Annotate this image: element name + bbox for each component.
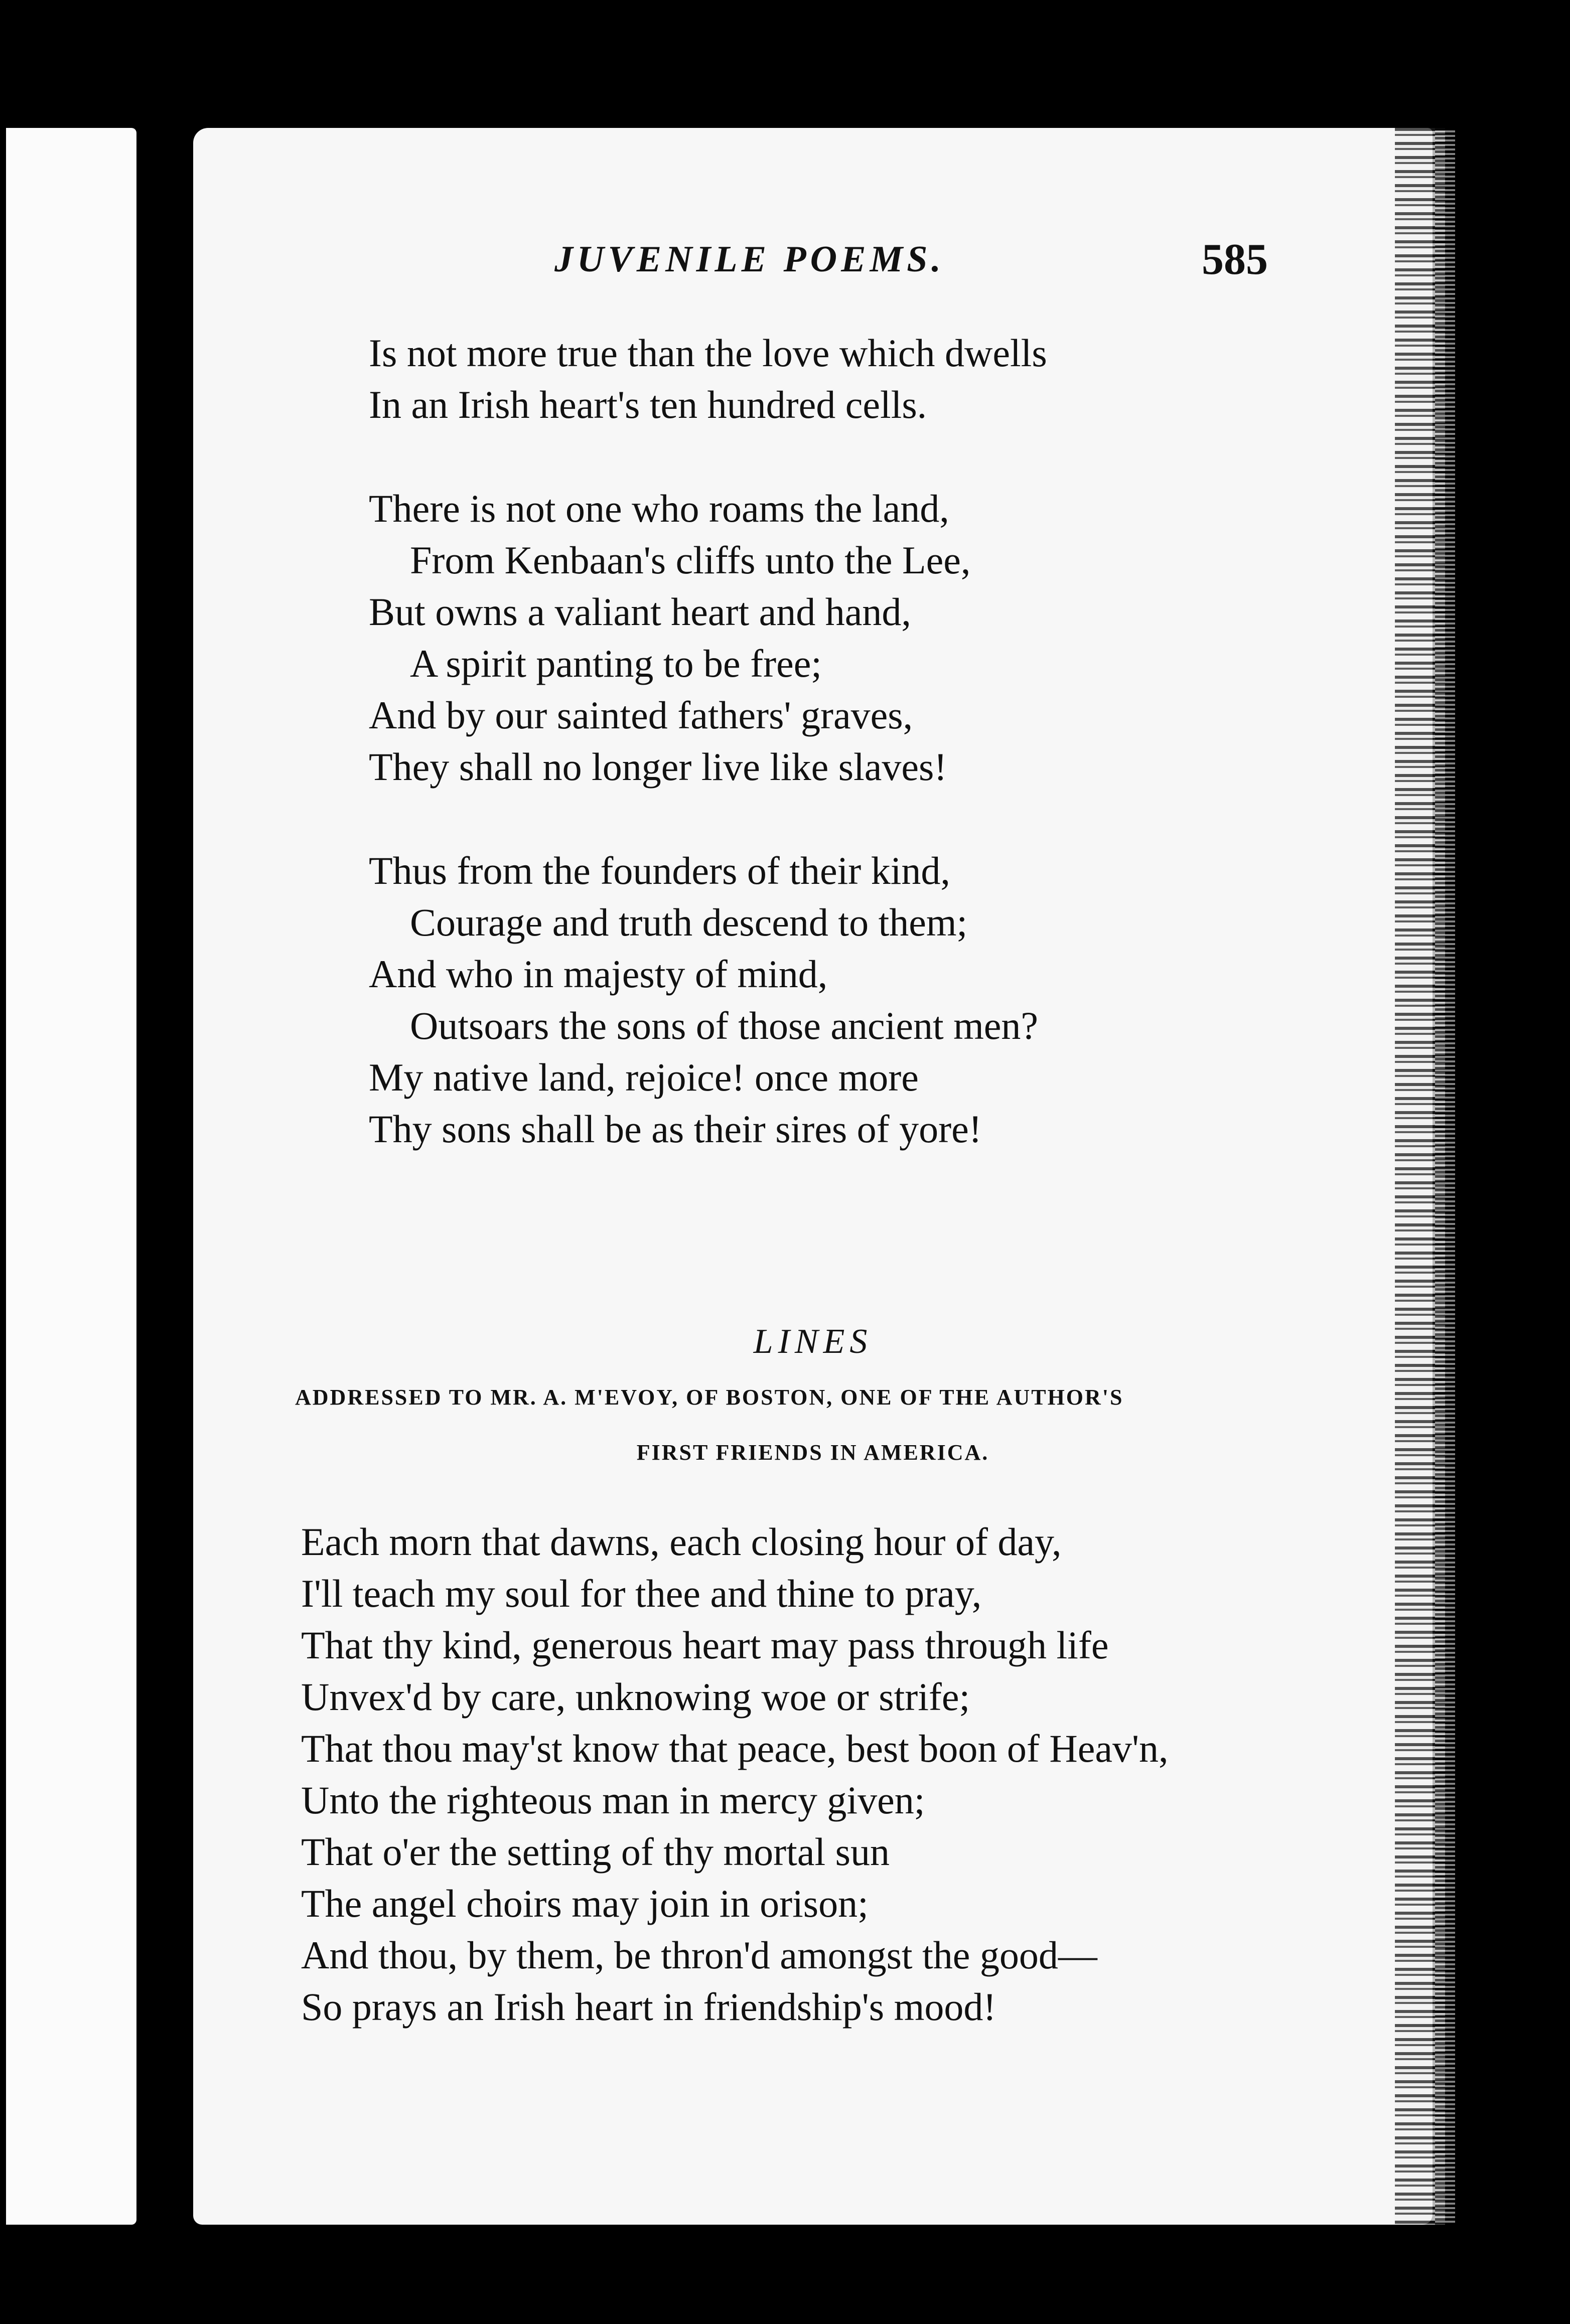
poem-line: But owns a valiant heart and hand, (369, 590, 911, 634)
poem-subtitle: ADDRESSED TO MR. A. M'EVOY, OF BOSTON, ONE OF THE AUTHOR'S (295, 1385, 1124, 1410)
poem-line: And by our sainted fathers' graves, (369, 693, 913, 737)
poem-line: The angel choirs may join in orison; (301, 1882, 869, 1925)
running-title: JUVENILE POEMS. (554, 239, 945, 280)
facing-page-edge (6, 128, 136, 2225)
poem-line: Thus from the founders of their kind, (369, 849, 950, 892)
poem-line: I'll teach my soul for thee and thine to pray, (301, 1572, 982, 1615)
page-number: 585 (1202, 235, 1268, 284)
poem-line: Is not more true than the love which dwells (369, 331, 1047, 375)
poem-line: Outsoars the sons of those ancient men? (410, 1004, 1039, 1047)
poem-line: And who in majesty of mind, (369, 952, 828, 996)
poem-line: Unvex'd by care, unknowing woe or strife; (301, 1675, 970, 1719)
book-page (193, 128, 1433, 2225)
poem-line: A spirit panting to be free; (410, 642, 822, 685)
poem-line: And thou, by them, be thron'd amongst the good— (301, 1933, 1097, 1977)
poem-subtitle: FIRST FRIENDS IN AMERICA. (636, 1440, 989, 1465)
poem-line: Unto the righteous man in mercy given; (301, 1778, 925, 1822)
poem-line: In an Irish heart's ten hundred cells. (369, 383, 927, 426)
page-stack-edge (1435, 128, 1455, 2225)
poem-line: From Kenbaan's cliffs unto the Lee, (410, 538, 971, 582)
poem-line: Thy sons shall be as their sires of yore! (369, 1107, 982, 1151)
poem-line: That thou may'st know that peace, best boon of Heav'n, (301, 1727, 1169, 1770)
poem-line: They shall no longer live like slaves! (369, 745, 947, 789)
running-head (193, 235, 1433, 293)
poem-title: LINES (753, 1322, 873, 1361)
poem-line: There is not one who roams the land, (369, 487, 949, 530)
poem-line: So prays an Irish heart in friendship's mood! (301, 1985, 996, 2029)
poem-line: That thy kind, generous heart may pass through life (301, 1623, 1109, 1667)
poem-line: My native land, rejoice! once more (369, 1055, 919, 1099)
poem-line: That o'er the setting of thy mortal sun (301, 1830, 890, 1874)
poem-line: Courage and truth descend to them; (410, 900, 968, 944)
poem-line: Each morn that dawns, each closing hour of day, (301, 1520, 1062, 1564)
